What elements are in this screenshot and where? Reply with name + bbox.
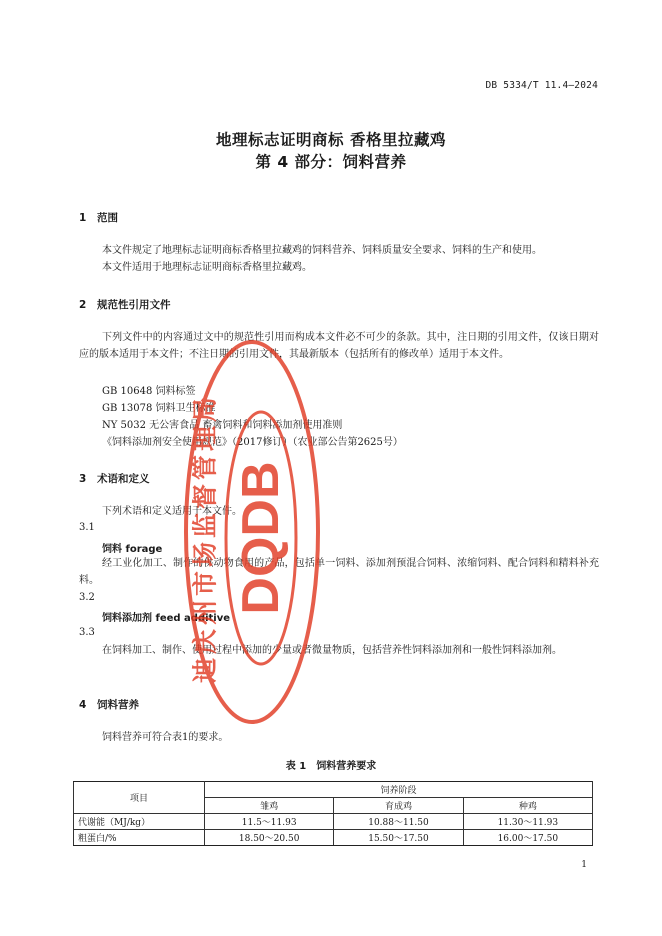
scope-paragraph-2: 本文件适用于地理标志证明商标香格里拉藏鸡。 [102,262,312,273]
stage-header: 种鸡 [463,798,592,814]
nutrition-table [73,781,593,846]
reference-item: NY 5032 无公害食品 畜禽饲料和饲料添加剂使用准则 [102,420,343,431]
seal-outer-ring [186,342,318,722]
header-item: 项目 [74,782,205,814]
term-definition: 在饲料加工、制作、使用过程中添加的少量或者微量物质，包括营养性饲料添加剂和一般性饲料添加剂。 [102,645,562,656]
seal-agency-name: 迪庆州市场监督管理局 [190,392,220,684]
table-row [74,814,593,830]
term-number: 3.1 [79,522,95,533]
document-subtitle: 第 4 部分：饲料营养 [255,153,407,171]
scope-paragraph-1: 本文件规定了地理标志证明商标香格里拉藏鸡的饲料营养、饲料质量安全要求、饲料的生产和使用。 [102,245,542,256]
table-cell: 16.00～17.50 [463,830,592,846]
section-number: 3 [79,473,87,485]
section-1-heading [79,210,118,225]
stage-header: 雏鸡 [205,798,334,814]
table-cell: 10.88～11.50 [334,814,463,830]
page-number: 1 [581,860,587,870]
terms-intro: 下列术语和定义适用于本文件。 [102,506,242,517]
table-cell: 11.5～11.93 [205,814,334,830]
row-label: 粗蛋白/% [74,830,205,846]
section-3-heading [79,471,150,486]
term-number: 3.2 [79,592,95,603]
section-number: 2 [79,299,87,311]
section-4-heading [79,697,139,712]
seal-code: DQDB [232,461,290,615]
reference-item: 《饲料添加剂安全使用规范》（2017修订）（农业部公告第2625号） [102,437,403,448]
section-title: 范围 [97,212,118,224]
row-label: 代谢能（MJ/kg） [74,814,205,830]
stage-header: 育成鸡 [334,798,463,814]
reference-item: GB 10648 饲料标签 [102,386,196,397]
section-title: 饲料营养 [97,699,139,711]
section-title: 规范性引用文件 [97,299,171,311]
table-header-row [74,782,593,798]
section-number: 4 [79,699,87,711]
nutrition-intro: 饲料营养可符合表1的要求。 [102,732,229,743]
term-definition: 经工业化加工、制作的供动物食用的产品，包括单一饲料、添加剂预混合饲料、浓缩饲料、配合饲料和精料补充料。 [79,558,599,586]
section-title: 术语和定义 [97,473,150,485]
term-title: 饲料 forage [102,544,163,555]
table-cell: 18.50～20.50 [205,830,334,846]
section-2-heading [79,297,171,312]
term-title: 饲料添加剂 feed additive [102,613,231,624]
table-cell: 11.30～11.93 [463,814,592,830]
references-intro: 下列文件中的内容通过文中的规范性引用而构成本文件必不可少的条款。其中，注日期的引用文件，仅该日期对应的版本适用于本文件；不注日期的引用文件，其最新版本（包括所有的修改单）适用于本文件。 [79,332,599,360]
header-stage: 饲养阶段 [205,782,593,798]
term-number: 3.3 [79,627,95,638]
standard-code: DB 5334/T 11.4—2024 [485,80,598,91]
reference-item: GB 13078 饲料卫生标准 [102,403,216,414]
official-seal-stamp [183,338,321,726]
table-cell: 15.50～17.50 [334,830,463,846]
section-number: 1 [79,212,87,224]
table-caption: 表 1 饲料营养要求 [285,761,377,772]
table-row [74,830,593,846]
document-title: 地理标志证明商标 香格里拉藏鸡 [216,131,446,149]
